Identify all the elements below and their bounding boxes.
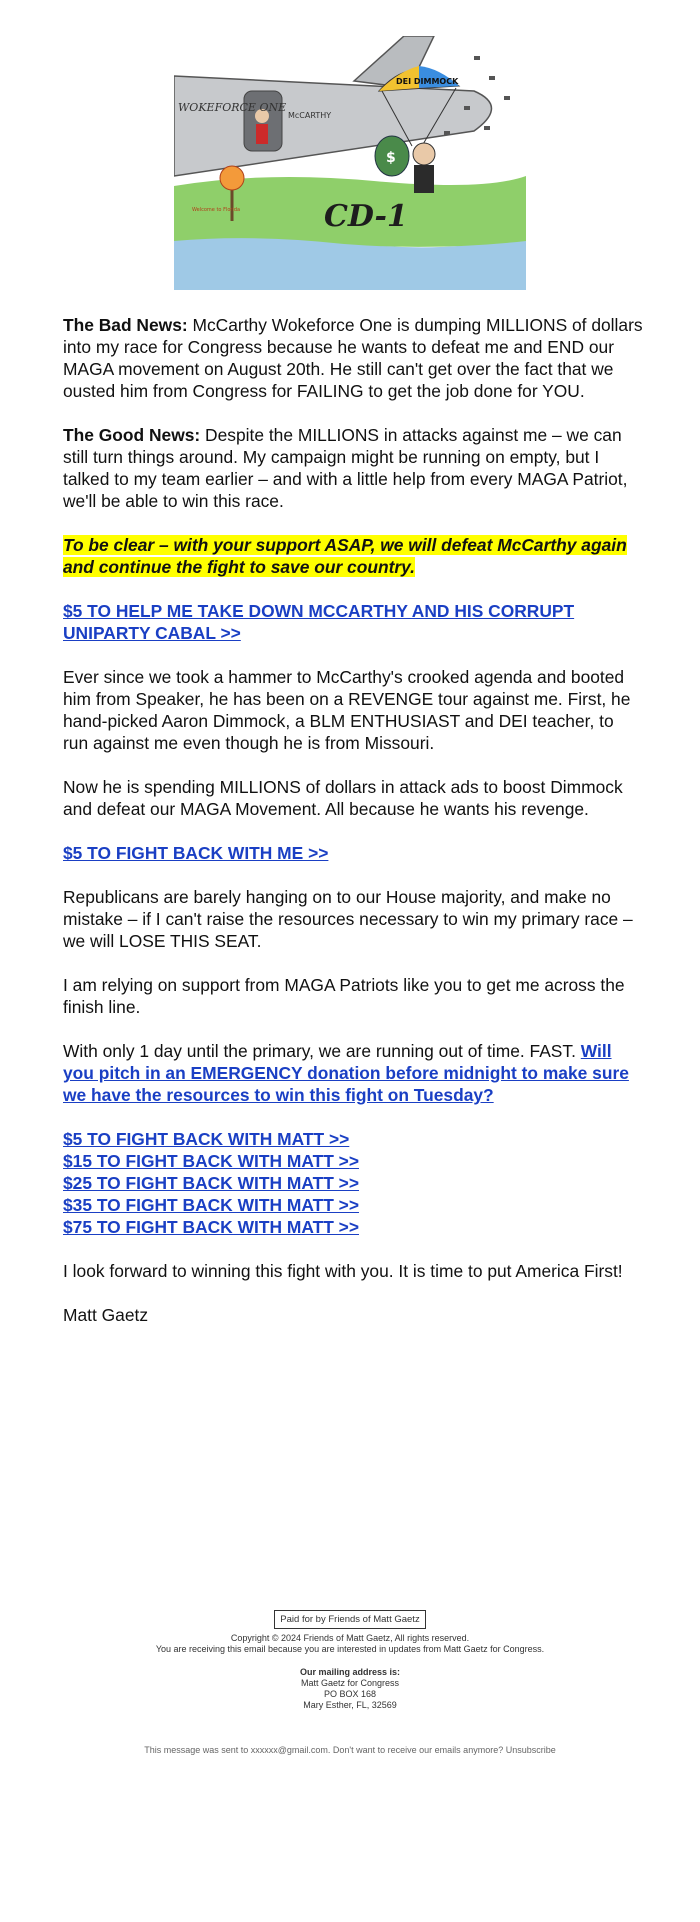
unsubscribe-link[interactable]: Unsubscribe bbox=[505, 1745, 556, 1755]
cta-1-paragraph bbox=[63, 600, 643, 644]
district-label: CD-1 bbox=[324, 199, 408, 234]
donate-amount-list bbox=[63, 1128, 643, 1238]
address-line-2: PO BOX 168 bbox=[323, 1689, 377, 1699]
mailing-address-label: Our mailing address is: bbox=[299, 1667, 401, 1677]
dollar-sign-icon: $ bbox=[386, 150, 396, 166]
welcome-sign bbox=[220, 166, 244, 190]
donate-link-25[interactable]: $25 TO FIGHT BACK WITH MATT >> bbox=[63, 1173, 359, 1193]
email-footer bbox=[0, 1610, 700, 1756]
man-head bbox=[413, 143, 435, 165]
sent-to-line bbox=[0, 1745, 700, 1756]
donate-link-5[interactable]: $5 TO FIGHT BACK WITH MATT >> bbox=[63, 1129, 350, 1149]
email-body bbox=[63, 314, 643, 1348]
bad-news-text: McCarthy Wokeforce One is dumping MILLIONS of dollars into my race for Congress because he wants to defeat me and END our MAGA movement on August 20th. He still can't get over the fact that we ousted him from Congress for FAILING to get the job done for YOU. bbox=[63, 315, 643, 401]
millions-paragraph: Now he is spending MILLIONS of dollars in attack ads to boost Dimmock and defeat our MAGA Movement. All because he wants his revenge. bbox=[63, 777, 623, 819]
address-line-3: Mary Esther, FL, 32569 bbox=[303, 1700, 397, 1710]
donate-link-75[interactable]: $75 TO FIGHT BACK WITH MATT >> bbox=[63, 1217, 359, 1237]
sent-to-text: This message was sent to xxxxxx@gmail.com. Don't want to receive our emails anymore? bbox=[144, 1745, 504, 1755]
figure-body bbox=[256, 124, 268, 144]
good-news-paragraph bbox=[63, 424, 643, 512]
parachute-label: DEI DIMMOCK bbox=[396, 77, 459, 86]
cta-2-paragraph bbox=[63, 842, 643, 864]
highlight-paragraph bbox=[63, 534, 643, 578]
highlight-text: To be clear – with your support ASAP, we will defeat McCarthy again and continue the fight to save our country. bbox=[63, 535, 627, 577]
donate-link-15[interactable]: $15 TO FIGHT BACK WITH MATT >> bbox=[63, 1151, 359, 1171]
plane-label: WOKEFORCE ONE bbox=[178, 101, 287, 114]
good-news-text: Despite the MILLIONS in attacks against me – we can still turn things around. My campaign might be running on empty, but I talked to my team earlier – and with a little help from every MAGA Patriot, we'll be able to win this race. bbox=[63, 425, 628, 511]
paid-for-box: Paid for by Friends of Matt Gaetz bbox=[274, 1610, 425, 1629]
receiving-line: You are receiving this email because you are interested in updates from Matt Gaetz for Congress. bbox=[155, 1644, 545, 1654]
copyright-line: Copyright © 2024 Friends of Matt Gaetz, All rights reserved. bbox=[230, 1633, 470, 1643]
signature: Matt Gaetz bbox=[63, 1305, 149, 1325]
bad-news-paragraph bbox=[63, 314, 643, 402]
donate-link-takedown[interactable]: $5 TO HELP ME TAKE DOWN MCCARTHY AND HIS CORRUPT UNIPARTY CABAL >> bbox=[63, 601, 575, 643]
closing-paragraph: I look forward to winning this fight with you. It is time to put America First! bbox=[63, 1261, 623, 1281]
relying-paragraph: I am relying on support from MAGA Patriots like you to get me across the finish line. bbox=[63, 975, 625, 1017]
man-body bbox=[414, 165, 434, 193]
good-news-lead: The Good News: bbox=[63, 425, 201, 445]
address-line-1: Matt Gaetz for Congress bbox=[300, 1678, 400, 1688]
door-label: McCARTHY bbox=[288, 111, 332, 120]
urgency-paragraph bbox=[63, 1040, 643, 1106]
urgency-text: With only 1 day until the primary, we are running out of time. FAST. bbox=[63, 1041, 581, 1061]
majority-paragraph: Republicans are barely hanging on to our House majority, and make no mistake – if I can't raise the resources necessary to win my primary race – we will LOSE THIS SEAT. bbox=[63, 887, 633, 951]
emergency-donation-link[interactable]: Will you pitch in an EMERGENCY donation before midnight to make sure we have the resources to win this fight on Tuesday? bbox=[63, 1041, 629, 1105]
donate-link-fight-back[interactable]: $5 TO FIGHT BACK WITH ME >> bbox=[63, 843, 329, 863]
speaker-paragraph: Ever since we took a hammer to McCarthy's crooked agenda and booted him from Speaker, he has been on a REVENGE tour against me. First, he hand-picked Aaron Dimmock, a BLM ENTHUSIAST and DEI teacher, to run against me even though he is from Missouri. bbox=[63, 667, 631, 753]
sign-label: Welcome to Florida bbox=[192, 207, 241, 213]
political-cartoon bbox=[174, 36, 526, 290]
donate-link-35[interactable]: $35 TO FIGHT BACK WITH MATT >> bbox=[63, 1195, 359, 1215]
bad-news-lead: The Bad News: bbox=[63, 315, 188, 335]
